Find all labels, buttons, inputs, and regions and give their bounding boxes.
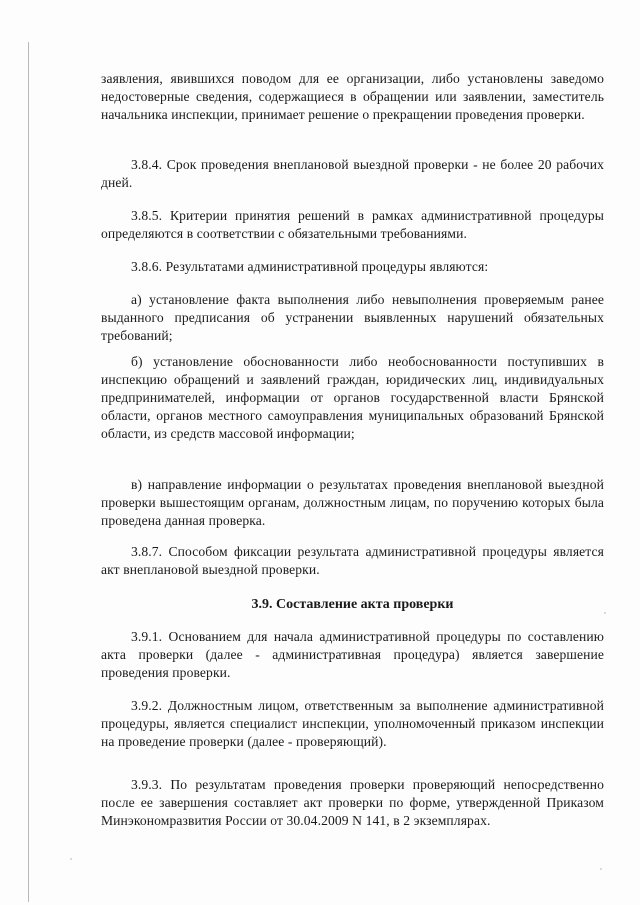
paragraph-3-8-4: 3.8.4. Срок проведения внеплановой выездной проверки - не более 20 рабочих дней. [101, 157, 604, 190]
paragraph-3-8-7: 3.8.7. Способом фиксации результата административной процедуры является акт внеплановой выездной проверки. [101, 544, 604, 577]
section-heading-3-9: 3.9. Составление акта проверки [251, 597, 454, 612]
paragraph-3-8-6: 3.8.6. Результатами административной процедуры являются: [131, 259, 489, 274]
paragraph-3-8-5: 3.8.5. Критерии принятия решений в рамках административной процедуры определяются в соответствии с обязательными требованиями. [101, 208, 604, 241]
paragraph-item-v: в) направление информации о результатах проведения внеплановой выездной проверки вышестоящим органам, должностным лицам, по поручению которых была проведена данная проверка. [101, 477, 604, 528]
paragraph-item-b: б) установление обоснованности либо необоснованности поступивших в инспекцию обращений и заявлений граждан, юридических лиц, индивидуальных предпринимателей, информации от органов государственной власти Брянской области, органов местного самоуправления муниципальных образований Брянской области, из средств массовой информации; [101, 354, 604, 441]
scan-speck [604, 612, 606, 614]
paragraph-continuation: заявления, явившихся поводом для ее организации, либо установлены заведомо недостоверные сведения, содержащиеся в обращении или заявлении, заместитель начальника инспекции, принимает решение о прекращении проведения проверки. [101, 71, 604, 122]
paragraph-3-9-1: 3.9.1. Основанием для начала административной процедуры по составлению акта проверки (далее - административная процедура) является завершение проведения проверки. [101, 629, 604, 680]
paragraph-item-a: а) установление факта выполнения либо невыполнения проверяемым ранее выданного предписания об устранении выявленных нарушений обязательных требований; [101, 292, 604, 343]
binding-edge-line [28, 42, 29, 902]
scan-speck [70, 858, 72, 860]
paragraph-3-9-3: 3.9.3. По результатам проведения проверки проверяющий непосредственно после ее завершения составляет акт проверки по форме, утвержденной Приказом Минэкономразвития России от 30.04.2009 N 141, в 2 экземплярах. [101, 777, 604, 828]
paragraph-3-9-2: 3.9.2. Должностным лицом, ответственным за выполнение административной процедуры, является специалист инспекции, уполномоченный приказом инспекции на проведение проверки (далее - проверяющий). [101, 698, 604, 749]
scan-speck [600, 868, 602, 870]
